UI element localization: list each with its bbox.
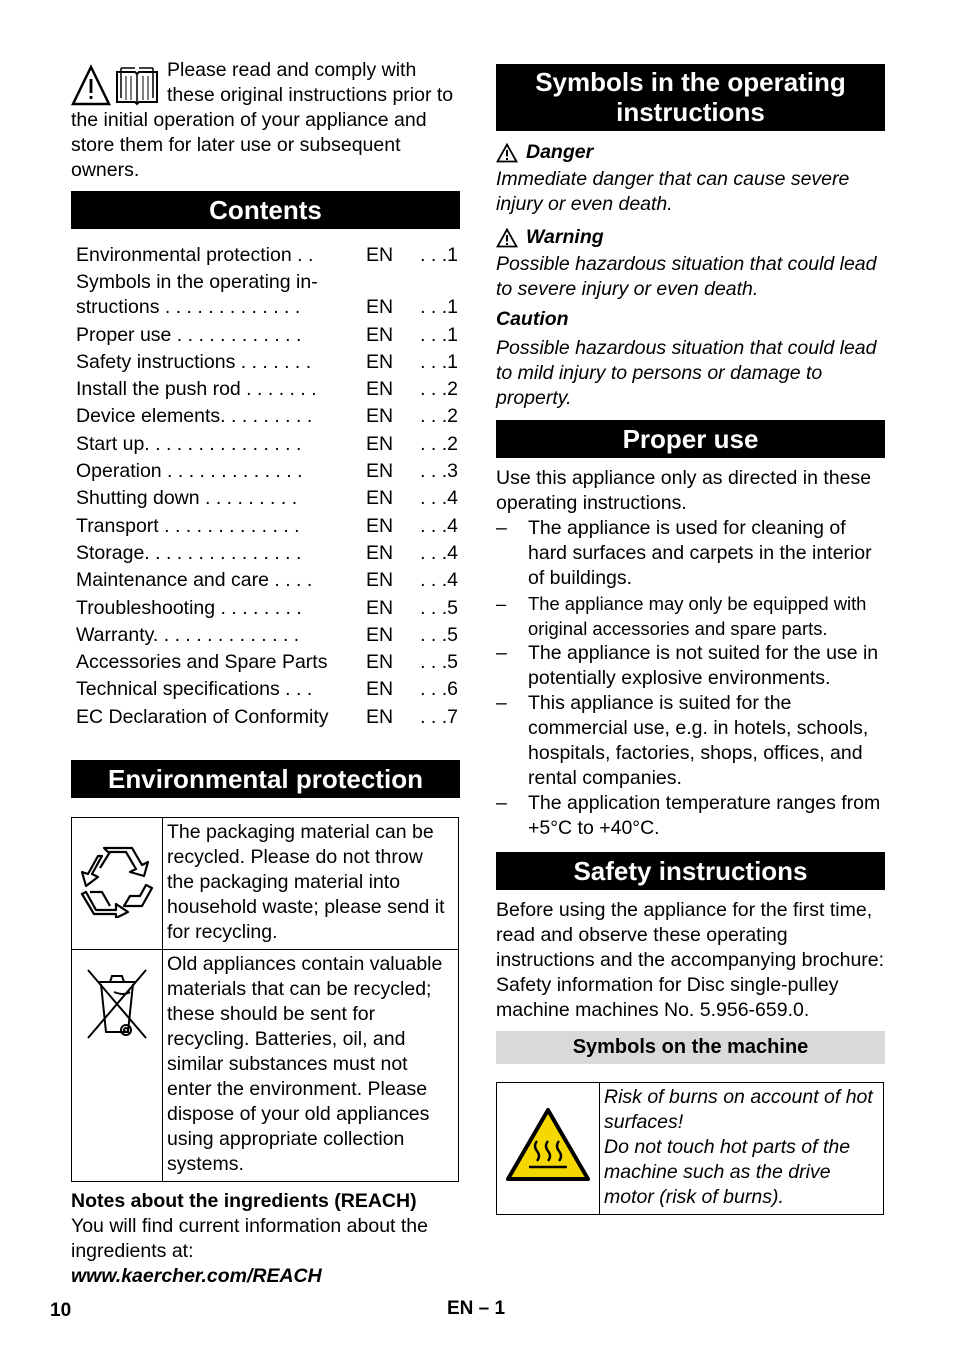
- hot-surface-icon: [505, 1107, 591, 1183]
- warning-triangle-icon: [496, 143, 518, 163]
- right-column: [496, 64, 885, 1215]
- toc-title: Safety instructions . . . . . . .: [76, 350, 312, 373]
- reach-text: You will find current information about the ingredients at:: [71, 1214, 428, 1262]
- environmental-protection-heading: Environmental protection: [71, 760, 460, 798]
- toc-title: Storage. . . . . . . . . . . . . . .: [76, 541, 302, 564]
- table-row: [72, 817, 459, 949]
- list-item: [496, 641, 885, 691]
- toc-row[interactable]: [71, 568, 460, 593]
- toc-lang: EN: [366, 460, 394, 483]
- dash-bullet-icon: –: [496, 517, 507, 539]
- toc-page: . . .2: [420, 405, 458, 428]
- toc-row[interactable]: [71, 459, 460, 484]
- toc-lang: EN: [366, 705, 394, 728]
- caution-text: Possible hazardous situation that could lead to mild injury to persons or damage to property.: [496, 337, 877, 409]
- toc-lang: EN: [366, 651, 394, 674]
- hot-surface-table: [496, 1082, 884, 1215]
- dash-bullet-icon: –: [496, 792, 507, 814]
- danger-label: Danger: [526, 141, 594, 163]
- list-item: [496, 691, 885, 791]
- recycling-icon-cell: [72, 817, 163, 949]
- toc-page: . . .1: [420, 296, 458, 319]
- toc-row[interactable]: [71, 404, 460, 429]
- toc-title: Accessories and Spare Parts: [76, 651, 328, 674]
- toc-title: Symbols in the operating in-structions . . . . . . . . . . . . .: [76, 271, 318, 319]
- list-item: [496, 791, 885, 841]
- toc-lang: EN: [366, 323, 394, 346]
- reach-heading: Notes about the ingredients (REACH): [71, 1189, 417, 1212]
- toc-lang: EN: [366, 541, 394, 564]
- toc-title: Warranty. . . . . . . . . . . . . .: [76, 623, 300, 646]
- proper-use-heading: Proper use: [496, 420, 885, 458]
- toc-title: Transport . . . . . . . . . . . . .: [76, 514, 300, 537]
- toc-lang: EN: [366, 623, 394, 646]
- list-item-text: The application temperature ranges from +5°C to +40°C.: [528, 792, 881, 839]
- dash-bullet-icon: –: [496, 642, 507, 664]
- list-item-text: The appliance is not suited for the use in potentially explosive environments.: [528, 642, 879, 689]
- toc-row[interactable]: [71, 377, 460, 402]
- toc-row[interactable]: [71, 243, 460, 268]
- toc-row[interactable]: [71, 623, 460, 648]
- hot-surface-warning: Risk of burns on account of hot surfaces!: [604, 1086, 873, 1133]
- intro-text: Please read and comply with these original instructions prior to the initial operation of your appliance and store them for later use or subsequent owners.: [71, 59, 454, 181]
- toc-row[interactable]: [71, 705, 460, 730]
- toc-title: Device elements. . . . . . . . .: [76, 405, 313, 428]
- page-number: 10: [50, 1300, 72, 1321]
- toc-title: EC Declaration of Conformity: [76, 705, 329, 728]
- toc-lang: EN: [366, 378, 394, 401]
- symbols-on-machine-heading: Symbols on the machine: [496, 1031, 885, 1064]
- toc-title: Maintenance and care . . . .: [76, 569, 313, 592]
- toc-row[interactable]: [71, 486, 460, 511]
- table-row: [497, 1083, 884, 1215]
- toc-row[interactable]: [71, 270, 460, 320]
- dash-bullet-icon: –: [496, 692, 507, 714]
- toc-title: Shutting down . . . . . . . . .: [76, 487, 298, 510]
- hot-surface-text: [600, 1083, 884, 1215]
- toc-page: . . .2: [420, 432, 458, 455]
- proper-use-intro: Use this appliance only as directed in these operating instructions.: [496, 467, 872, 514]
- intro-icons: [71, 64, 163, 108]
- toc-row[interactable]: [71, 350, 460, 375]
- toc-page: . . .5: [420, 596, 458, 619]
- packaging-recycling-text: The packaging material can be recycled. Please do not throw the packaging material into household waste; please send it for recycling.: [163, 817, 459, 949]
- toc-row[interactable]: [71, 650, 460, 675]
- list-item: [496, 516, 885, 591]
- environment-table: [71, 817, 459, 1182]
- safety-text: Before using the appliance for the first time, read and observe these operating instructions and the accompanying brochure: Safety information for Disc single-pulley machine machines No. 5.956-659.0.: [496, 899, 885, 1021]
- hot-surface-icon-cell: [497, 1083, 600, 1215]
- toc-lang: EN: [366, 569, 394, 592]
- toc-title: Operation . . . . . . . . . . . . .: [76, 460, 303, 483]
- toc-title: Troubleshooting . . . . . . . .: [76, 596, 302, 619]
- contents-heading: Contents: [71, 191, 460, 229]
- toc-row[interactable]: [71, 323, 460, 348]
- crossed-bin-icon-cell: [72, 949, 163, 1181]
- warning-text: Possible hazardous situation that could lead to severe injury or even death.: [496, 253, 877, 300]
- toc-page: . . .4: [420, 514, 458, 537]
- symbols-heading: Symbols in the operating instructions: [496, 64, 885, 131]
- toc-lang: EN: [366, 350, 394, 373]
- proper-use-list: [496, 516, 885, 841]
- toc-page: . . .4: [420, 569, 458, 592]
- recycling-icon: [80, 842, 154, 918]
- list-item-text: The appliance is used for cleaning of hard surfaces and carpets in the interior of buildings.: [528, 517, 872, 589]
- toc-page: . . .1: [420, 323, 458, 346]
- toc-page: . . .2: [420, 378, 458, 401]
- toc-title: Install the push rod . . . . . . .: [76, 378, 317, 401]
- toc-lang: EN: [366, 514, 394, 537]
- toc-page: . . .6: [420, 678, 458, 701]
- danger-text: Immediate danger that can cause severe injury or even death.: [496, 168, 850, 215]
- toc-row[interactable]: [71, 677, 460, 702]
- toc-title: Technical specifications . . .: [76, 678, 313, 701]
- toc-lang: EN: [366, 244, 394, 266]
- toc-lang: EN: [366, 678, 394, 701]
- hot-surface-instruction: Do not touch hot parts of the machine such as the drive motor (risk of burns).: [604, 1136, 851, 1208]
- old-appliances-text: Old appliances contain valuable materials that can be recycled; these should be sent for recycling. Batteries, oil, and similar substances must not enter the environment. Please dispose of your old appliances using appropriate collection systems.: [163, 949, 459, 1181]
- toc-page: . . .1: [420, 244, 458, 266]
- list-item-text: This appliance is suited for the commercial use, e.g. in hotels, schools, hospitals, factories, shops, offices, and rental companies.: [528, 692, 869, 789]
- dash-bullet-icon: –: [496, 593, 507, 614]
- caution-label: Caution: [496, 308, 569, 330]
- list-item: [496, 591, 885, 641]
- toc-lang: EN: [366, 296, 394, 319]
- toc-page: . . .1: [420, 350, 458, 373]
- safety-instructions-heading: Safety instructions: [496, 852, 885, 890]
- toc-page: . . .5: [420, 623, 458, 646]
- toc-row[interactable]: [71, 432, 460, 457]
- warning-label-row: [496, 225, 885, 250]
- toc-row[interactable]: [71, 514, 460, 539]
- crossed-bin-icon: [84, 966, 150, 1042]
- toc-page: . . .4: [420, 541, 458, 564]
- toc-title: Start up. . . . . . . . . . . . . . .: [76, 432, 302, 455]
- toc-title: Environmental protection . .: [76, 244, 314, 266]
- warning-triangle-icon: [496, 228, 518, 248]
- table-of-contents: [71, 243, 460, 730]
- intro-notice: [71, 58, 460, 183]
- toc-lang: EN: [366, 487, 394, 510]
- warning-label: Warning: [526, 226, 604, 248]
- toc-page: . . .7: [420, 705, 458, 728]
- toc-page: . . .3: [420, 460, 458, 483]
- toc-row[interactable]: [71, 596, 460, 621]
- left-column: [71, 58, 460, 1289]
- toc-lang: EN: [366, 405, 394, 428]
- toc-row[interactable]: [71, 541, 460, 566]
- toc-lang: EN: [366, 432, 394, 455]
- table-row: [72, 949, 459, 1181]
- toc-lang: EN: [366, 596, 394, 619]
- toc-page: . . .5: [420, 651, 458, 674]
- reach-link[interactable]: www.kaercher.com/REACH: [71, 1264, 322, 1287]
- language-page-marker: EN – 1: [447, 1298, 506, 1319]
- warning-manual-icon: [71, 64, 163, 108]
- danger-label-row: [496, 140, 885, 165]
- toc-title: Proper use . . . . . . . . . . . .: [76, 323, 302, 346]
- toc-page: . . .4: [420, 487, 458, 510]
- list-item-text: The appliance may only be equipped with original accessories and spare parts.: [528, 593, 867, 639]
